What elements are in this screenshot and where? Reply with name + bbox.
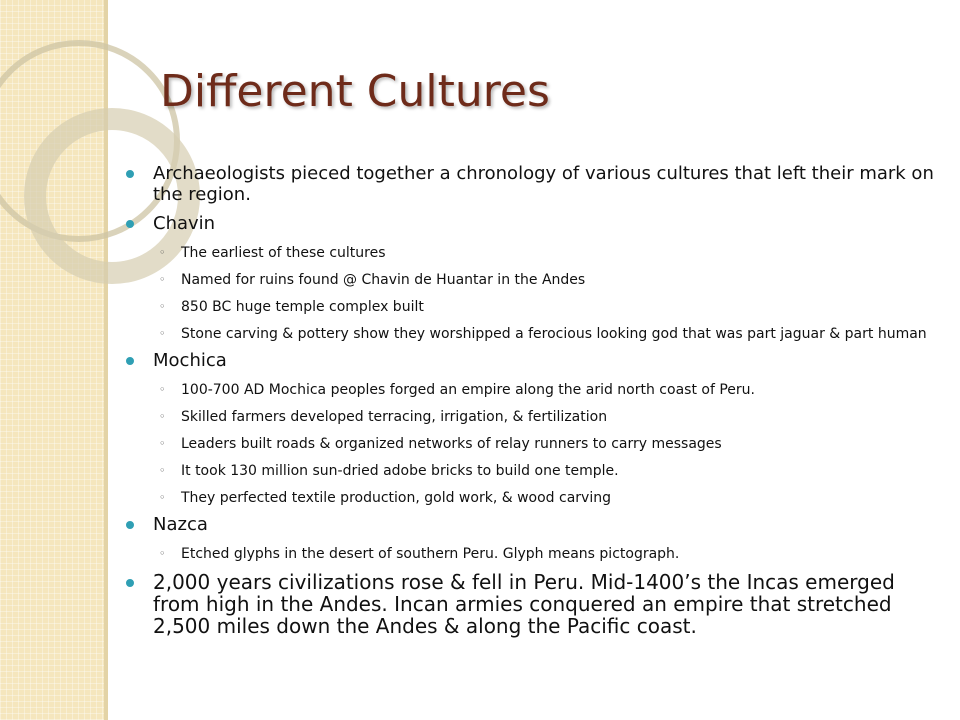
sub-bullet-text: They perfected textile production, gold work, & wood carving bbox=[181, 490, 611, 506]
bullet-dot-icon bbox=[126, 357, 134, 365]
sub-bullet bbox=[153, 409, 946, 425]
sub-bullet-ring-icon: ◦ bbox=[159, 327, 166, 340]
bullet-text: 2,000 years civilizations rose & fell in Peru. Mid-1400’s the Incas emerged from high in the Andes. Incan armies conquered an empire that stretched 2,500 miles down the Andes & along the Pacific coast. bbox=[153, 570, 895, 638]
sub-bullet-ring-icon: ◦ bbox=[159, 464, 166, 477]
sub-bullet bbox=[153, 490, 946, 506]
sub-bullet-text: Named for ruins found @ Chavin de Huantar in the Andes bbox=[181, 272, 586, 288]
sub-bullet-text: Leaders built roads & organized networks of relay runners to carry messages bbox=[181, 436, 722, 452]
sub-bullet-text: It took 130 million sun-dried adobe bricks to build one temple. bbox=[181, 463, 619, 479]
bullet-chronology bbox=[126, 163, 946, 205]
sub-bullet bbox=[153, 299, 946, 315]
bullet-incas bbox=[126, 571, 946, 637]
sub-bullet-text: Skilled farmers developed terracing, irrigation, & fertilization bbox=[181, 409, 608, 425]
sub-bullet-ring-icon: ◦ bbox=[159, 547, 166, 560]
sub-bullet-ring-icon: ◦ bbox=[159, 383, 166, 396]
bullet-text: Mochica bbox=[153, 350, 227, 371]
bullet-dot-icon bbox=[126, 220, 134, 228]
sub-bullet bbox=[153, 463, 946, 479]
sub-bullet-ring-icon: ◦ bbox=[159, 491, 166, 504]
sub-bullet-ring-icon: ◦ bbox=[159, 246, 166, 259]
bullet-chavin bbox=[126, 213, 946, 342]
sub-bullet-text: Etched glyphs in the desert of southern Peru. Glyph means pictograph. bbox=[181, 546, 680, 562]
sub-bullet-text: 100-700 AD Mochica peoples forged an empire along the arid north coast of Peru. bbox=[181, 382, 755, 398]
bullet-dot-icon bbox=[126, 170, 134, 178]
sub-bullet-text: The earliest of these cultures bbox=[181, 245, 386, 261]
slide-title: Different Cultures bbox=[160, 66, 550, 117]
sub-bullet-text: Stone carving & pottery show they worshipped a ferocious looking god that was part jaguar & part human bbox=[181, 326, 927, 342]
sub-bullet bbox=[153, 382, 946, 398]
sub-bullet-ring-icon: ◦ bbox=[159, 437, 166, 450]
slide-content bbox=[126, 160, 946, 637]
bullet-text: Chavin bbox=[153, 213, 216, 234]
sub-bullet-ring-icon: ◦ bbox=[159, 300, 166, 313]
sub-bullet bbox=[153, 546, 946, 562]
bullet-nazca bbox=[126, 514, 946, 562]
bullet-dot-icon bbox=[126, 579, 134, 587]
sub-bullet bbox=[153, 245, 946, 261]
sub-bullet-ring-icon: ◦ bbox=[159, 273, 166, 286]
bullet-text: Archaeologists pieced together a chronology of various cultures that left their mark on the region. bbox=[153, 163, 934, 205]
sub-bullet bbox=[153, 272, 946, 288]
sub-bullet-text: 850 BC huge temple complex built bbox=[181, 299, 424, 315]
sub-bullet bbox=[153, 326, 946, 342]
bullet-text: Nazca bbox=[153, 514, 208, 535]
bullet-dot-icon bbox=[126, 521, 134, 529]
sub-bullet-ring-icon: ◦ bbox=[159, 410, 166, 423]
bullet-mochica bbox=[126, 350, 946, 506]
sub-bullet bbox=[153, 436, 946, 452]
